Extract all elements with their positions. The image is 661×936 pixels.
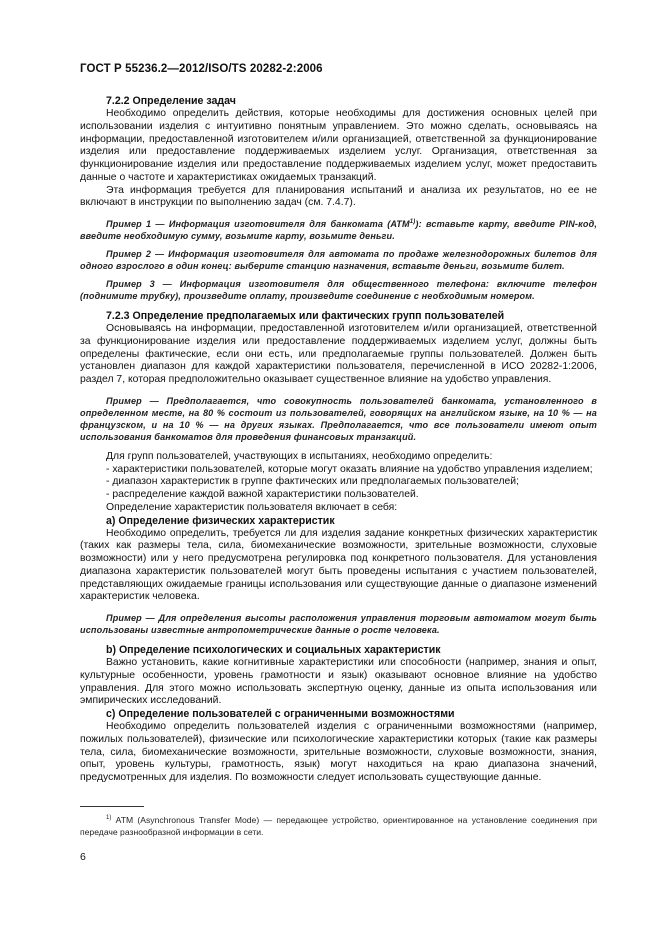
main-content [80, 95, 597, 785]
section-heading-7-2-3: 7.2.3 Определение предполагаемых или фактических групп пользователей [106, 310, 505, 322]
example-text: Пример 1 — Информация изготовителя для банкомата (АТМ [106, 219, 410, 229]
paragraph: Важно установить, какие когнитивные характеристики или способности (например, знания и опыт, культурные особенности, уровень грамотности и язык) оказывают основное влияние на удобство управления. Для этого можно использовать экспертную оценку, данные из опыта использования или эмпирических исследований. [80, 657, 597, 707]
section-heading-7-2-2: 7.2.2 Определение задач [106, 95, 236, 107]
subsection-heading-b: b) Определение психологических и социальных характеристик [106, 644, 441, 656]
footnote-text: АТМ (Asynchronous Transfer Mode) — передающее устройство, ориентированное на установление соединения при передаче разнообразной информации в сети. [80, 815, 597, 837]
example-3: Пример 3 — Информация изготовителя для общественного телефона: включите телефон (поднимите трубку), произведите оплату, произведите соединение с необходимым номером. [80, 279, 597, 301]
list-item: - распределение каждой важной характеристики пользователей. [106, 489, 419, 500]
standard-header: ГОСТ Р 55236.2—2012/ISO/TS 20282-2:2006 [80, 63, 323, 75]
paragraph: Определение характеристик пользователя включает в себя: [106, 501, 398, 513]
footnote-divider [80, 806, 144, 807]
subsection-heading-c: с) Определение пользователей с ограниченными возможностями [106, 708, 455, 720]
list-item: - диапазон характеристик в группе фактических или предполагаемых пользователей; [106, 476, 520, 488]
example: Пример — Предполагается, что совокупность пользователей банкомата, установленного в определенном месте, на 80 % состоит из пользователей, говорящих на английском языке, на 10 % — на французском, и на 10 % — на других языках. Предполагается, что все пользователи имеют опыт использования банкоматов для проведения финансовых транзакций. [80, 395, 597, 442]
subsection-heading-a: а) Определение физических характеристик [106, 514, 335, 527]
example-text: ): вставьте карту, введите PIN-код, введите необходимую сумму, возьмите карту, возьмите деньги. [80, 219, 598, 241]
example-1 [80, 218, 597, 242]
paragraph: Необходимо определить пользователей изделия с ограниченными возможностями (например, пожилых пользователей), физические или психологические характеристики которых (такие как размеры тела, сила, биомеханические возможности, зрительные возможности, слуховые возможности, знания, опыт, уровень культуры, грамотность, язык) могут находиться на краю диапазона значений, предусмотренных для изделия. По возможности следует использовать существующие данные. [80, 721, 597, 783]
footnote [80, 814, 597, 838]
paragraph: Необходимо определить действия, которые необходимы для достижения основных целей при использовании изделия с интуитивно понятным управлением. Это можно сделать, основываясь на информации, предоставленной изготовителем и/или организацией, ответственной за функционирование изделия или предоставление поддерживаемых изделием услуг. Организация, ответственная за функционирование изделия или предоставление поддерживаемых изделием услуг, может предоставить данные о частоте и характеристиках ожидаемых транзакций. [80, 108, 597, 183]
footnote-marker: 1) [106, 815, 112, 822]
paragraph: Для групп пользователей, участвующих в испытаниях, необходимо определить: [106, 450, 493, 462]
paragraph: Эта информация требуется для планирования испытаний и анализа их результатов, но ее не включают в инструкции по выполнению задач (см. 7.4.7). [80, 184, 597, 209]
footnote-ref: 1) [409, 218, 416, 225]
example: Пример — Для определения высоты расположения управления торговым автоматом могут быть использованы известные антропометрические данные о росте человека. [80, 613, 597, 635]
example-2: Пример 2 — Информация изготовителя для автомата по продаже железнодорожных билетов для одного взрослого в один конец: выберите станцию назначения, вставьте деньги, возьмите билет. [80, 249, 597, 271]
paragraph: Необходимо определить, требуется ли для изделия задание конкретных физических характеристик (таких как размеры тела, сила, биомеханические возможности, зрительные возможности, слуховые возможности) или у него предусмотрена регулировка под конкретного пользователя. Для установления диапазона характеристик пользователей могут быть проведены испытания с участием пользователей, представляющих ожидаемые границы использования или существующие данные о диапазоне изменений характеристик человека. [80, 527, 597, 603]
page-number: 6 [80, 851, 86, 863]
list-item: - характеристики пользователей, которые могут оказать влияние на удобство управления изделием; [106, 463, 593, 475]
paragraph: Основываясь на информации, предоставленной изготовителем и/или организацией, ответственной за функционирование изделия или предоставление поддерживаемых изделием услуг, должны быть определены фактические, если они есть, или предполагаемые группы пользователей. Должен быть установлен диапазон для каждой характеристики пользователя, перечисленной в ИСО 20282-1:2006, раздел 7, которая предположительно оказывает существенное влияние на удобство управления. [80, 323, 597, 385]
